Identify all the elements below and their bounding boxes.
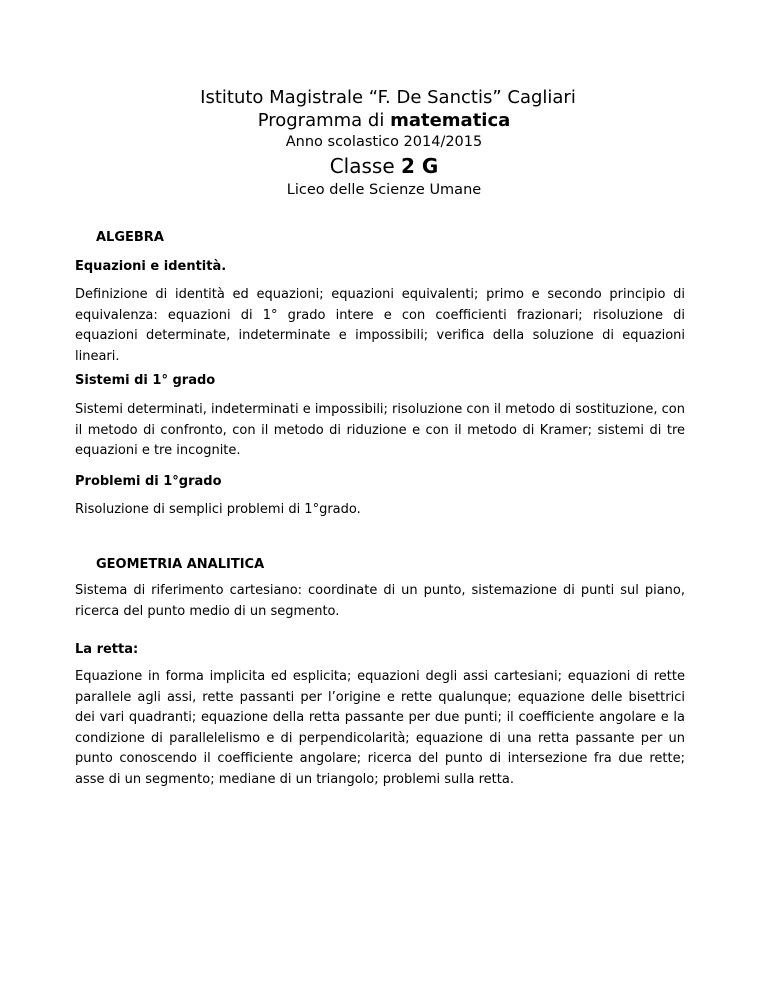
class-value: 2 G	[400, 154, 439, 178]
paragraph: Risoluzione di semplici problemi di 1°grado.	[75, 502, 361, 517]
paragraph: Sistemi determinati, indeterminati e impossibili; risoluzione con il metodo di sostituzione, con il metodo di confronto, con il metodo di riduzione e con il metodo di Kramer; sistemi di tre equazioni e tre incognite.	[75, 402, 686, 458]
liceo-name: Liceo delle Scienze Umane	[286, 182, 482, 198]
geometria-intro	[75, 581, 685, 622]
paragraph: Equazione in forma implicita ed esplicita; equazioni degli assi cartesiani; equazioni di rette parallele agli assi, rette passanti per l’origine e rette qualunque; equazione delle bisettrici dei vari quadranti; equazione della retta passante per due punti; il coefficiente angolare e la condizione di parallelelismo e di perpendicolarità; equazione di una retta passante per un punto conoscendo il coefficiente angolare; ricerca del punto di intersezione fra due rette; asse di un segmento; mediane di un triangolo; problemi sulla retta.	[75, 669, 685, 787]
class-title	[0, 154, 768, 178]
algebra-section-heading: Problemi di 1°grado	[75, 474, 222, 489]
class-prefix: Classe	[329, 154, 401, 178]
algebra-section-text	[75, 500, 685, 521]
program-title	[0, 110, 768, 131]
school-name: Istituto Magistrale “F. De Sanctis” Cagliari	[200, 87, 576, 108]
geometria-section-text	[75, 667, 685, 790]
school-year: Anno scolastico 2014/2015	[285, 134, 483, 150]
program-subject: matematica	[390, 110, 511, 131]
paragraph: Definizione di identità ed equazioni; equazioni equivalenti; primo e secondo principio di equivalenza: equazioni di 1° grado intere e con coefficienti frazionari; risoluzione di equazioni determinate, indeterminate e impossibili; verifica della soluzione di equazioni lineari.	[75, 287, 685, 364]
algebra-title: ALGEBRA	[96, 230, 164, 245]
algebra-section-heading: Sistemi di 1° grado	[75, 373, 216, 388]
geometria-section-heading: La retta:	[75, 642, 139, 657]
geometria-title: GEOMETRIA ANALITICA	[96, 557, 265, 572]
program-prefix: Programma di	[257, 110, 391, 131]
paragraph: Sistema di riferimento cartesiano: coordinate di un punto, sistemazione di punti sul piano, ricerca del punto medio di un segmento.	[75, 583, 685, 619]
algebra-section-text	[75, 285, 685, 367]
algebra-section-text	[75, 400, 685, 462]
algebra-section-heading: Equazioni e identità.	[75, 259, 227, 274]
